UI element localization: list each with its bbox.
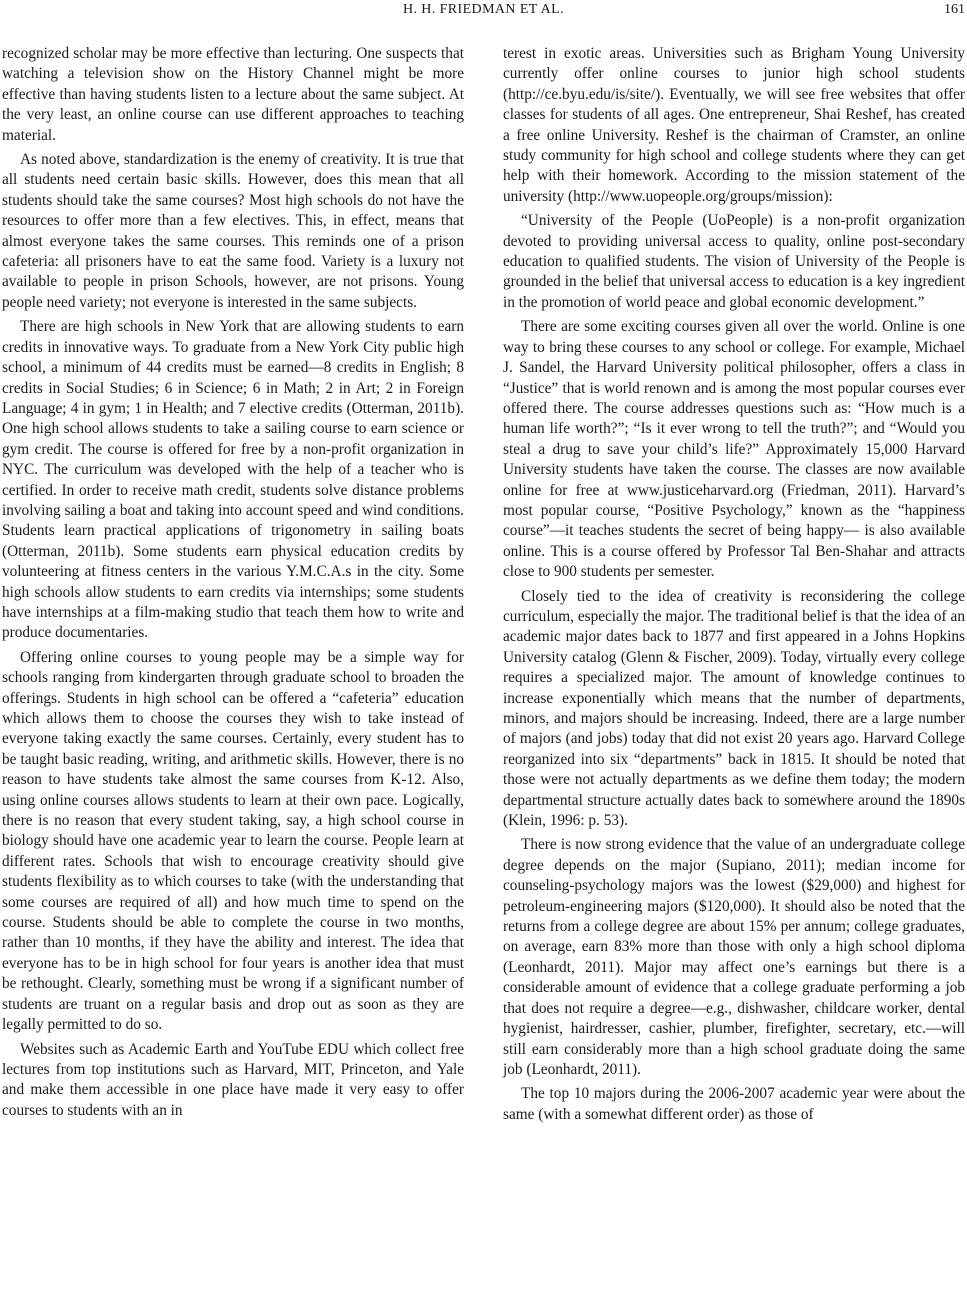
running-title: H. H. FRIEDMAN ET AL. <box>403 2 564 17</box>
right-column <box>503 44 965 1125</box>
paragraph: recognized scholar may be more effective than lecturing. One suspects that watching a television show on the History Channel might be more effective than having students listen to a lecture about the same subject. At the very least, an online course can use different approaches to teaching material. <box>2 45 464 144</box>
paragraph: There are some exciting courses given all over the world. Online is one way to bring these courses to any school or college. For example, Michael J. Sandel, the Harvard University political philosopher, offers a class in “Justice” that is world renown and is among the most popular courses ever offered there. The course addresses questions such as: “How much is a human life worth?”; “Is it ever wrong to tell the truth?”; and “Would you steal a drug to save your child’s life?” Approximately 15,000 Harvard University students have taken the course. The classes are now available online for free at www.justiceharvard.org (Friedman, 2011). Harvard’s most popular course, “Positive Psychology,” known as the “happiness course”—it teaches students the secret of being happy— is also available online. This is a course offered by Professor Tal Ben-Shahar and attracts close to 900 students per semester. <box>503 318 965 581</box>
paragraph: There is now strong evidence that the value of an undergraduate college degree depends on the major (Supiano, 2011); median income for counseling-psychology majors was the lowest ($29,000) and highest for petroleum-engineering majors ($120,000). It should also be noted that the returns from a college degree are about 15% per annum; college graduates, on average, earn 83% more than those with only a high school diploma (Leonhardt, 2011). Major may affect one’s earnings but there is a considerable amount of evidence that a college graduate performing a job that does not require a degree―e.g., dishwasher, childcare worker, dental hygienist, hairdresser, cashier, plumber, firefighter, secretary, etc.―will still earn considerably more than a high school graduate doing the same job (Leonhardt, 2011). <box>503 836 965 1078</box>
block-quote: “University of the People (UoPeople) is a non-profit organization devoted to providing universal access to quality, online post-secondary education to qualified students. The vision of University of the People is grounded in the belief that universal access to education is a key ingredient in the promotion of world peace and global economic development.” <box>503 212 965 311</box>
page-number: 161 <box>944 2 965 17</box>
paragraph: There are high schools in New York that are allowing students to earn credits in innovative ways. To graduate from a New York City public high school, a minimum of 44 credits must be earned—8 credits in English; 8 credits in Social Studies; 6 in Science; 6 in Math; 2 in Art; 2 in Foreign Language; 4 in gym; 1 in Health; and 7 elective credits (Otterman, 2011b). One high school allows students to take a sailing course to earn science or gym credit. The course is offered for free by a non-profit organization in NYC. The curriculum was developed with the help of a teacher who is certified. In order to receive math credit, students solve distance problems involving sailing a boat and taking into account speed and wind conditions. Students learn practical applications of trigonometry in sailing boats (Otterman, 2011b). Some students earn physical education credits by volunteering at fitness centers in the various Y.M.C.A.s in the city. Some high schools allow students to earn credits via internships; some students have internships at a film-making studio that teach them how to write and produce documentaries. <box>2 318 464 642</box>
running-header <box>0 0 967 20</box>
left-column <box>2 44 464 1121</box>
paragraph: Websites such as Academic Earth and YouTube EDU which collect free lectures from top institutions such as Harvard, MIT, Princeton, and Yale and make them accessible in one place have made it very easy to offer courses to students with an in <box>2 1040 464 1119</box>
paragraph: The top 10 majors during the 2006-2007 academic year were about the same (with a somewhat different order) as those of <box>503 1085 965 1123</box>
paragraph: terest in exotic areas. Universities such as Brigham Young University currently offer online courses to junior high school students (http://ce.byu.edu/is/site/). Eventually, we will see free websites that offer classes for students of all ages. One entrepreneur, Shai Reshef, has created a free online University. Reshef is the chairman of Cramster, an online study community for high school and college students where they can get help with their homework. According to the mission statement of the university (http://www.uopeople.org/groups/mission): <box>503 45 965 205</box>
paragraph: As noted above, standardization is the enemy of creativity. It is true that all students need certain basic skills. However, does this mean that all students should take the same courses? Most high schools do not have the resources to offer more than a few electives. This, in effect, means that almost everyone takes the same courses. This reminds one of a prison cafeteria: all prisoners have to eat the same food. Variety is a luxury not available to people in prison Schools, however, are not prisons. Young people need variety; not everyone is interested in the same subjects. <box>2 151 464 311</box>
paragraph: Offering online courses to young people may be a simple way for schools ranging from kindergarten through graduate school to broaden the offerings. Students in high school can be offered a “cafeteria” education which allows them to choose the courses they wish to take instead of everyone taking exactly the same courses. Certainly, every student has to be taught basic reading, writing, and arithmetic skills. However, there is no reason to have students take almost the same courses from K-12. Also, using online courses allows students to learn at their own pace. Logically, there is no reason that every student taking, say, a high school course in biology should have one academic year to learn the course. People learn at different rates. Schools that wish to encourage creativity should give students flexibility as to which courses to take (with the understanding that some courses are required of all) and how much time to spend on the course. Students should be able to complete the course in two months, rather than 10 months, if they have the ability and interest. The idea that everyone has to be in high school for four years is another idea that must be rethought. Clearly, something must be wrong if a significant number of students are truant on a regular basis and drop out as soon as they are legally permitted to do so. <box>2 648 464 1034</box>
paragraph: Closely tied to the idea of creativity is reconsidering the college curriculum, especially the major. The traditional belief is that the idea of an academic major dates back to 1877 and first appeared in a Johns Hopkins University catalog (Glenn & Fischer, 2009). Today, virtually every college requires a specialized major. The amount of knowledge continues to increase exponentially which means that the number of departments, minors, and majors should be increasing. Indeed, there are a large number of majors (and jobs) today that did not exist 20 years ago. Harvard College reorganized into six “departments” back in 1815. It should be noted that those were not actually departments as we define them today; the modern departmental structure actually dates back to somewhere around the 1890s (Klein, 1996: p. 53). <box>503 587 965 830</box>
